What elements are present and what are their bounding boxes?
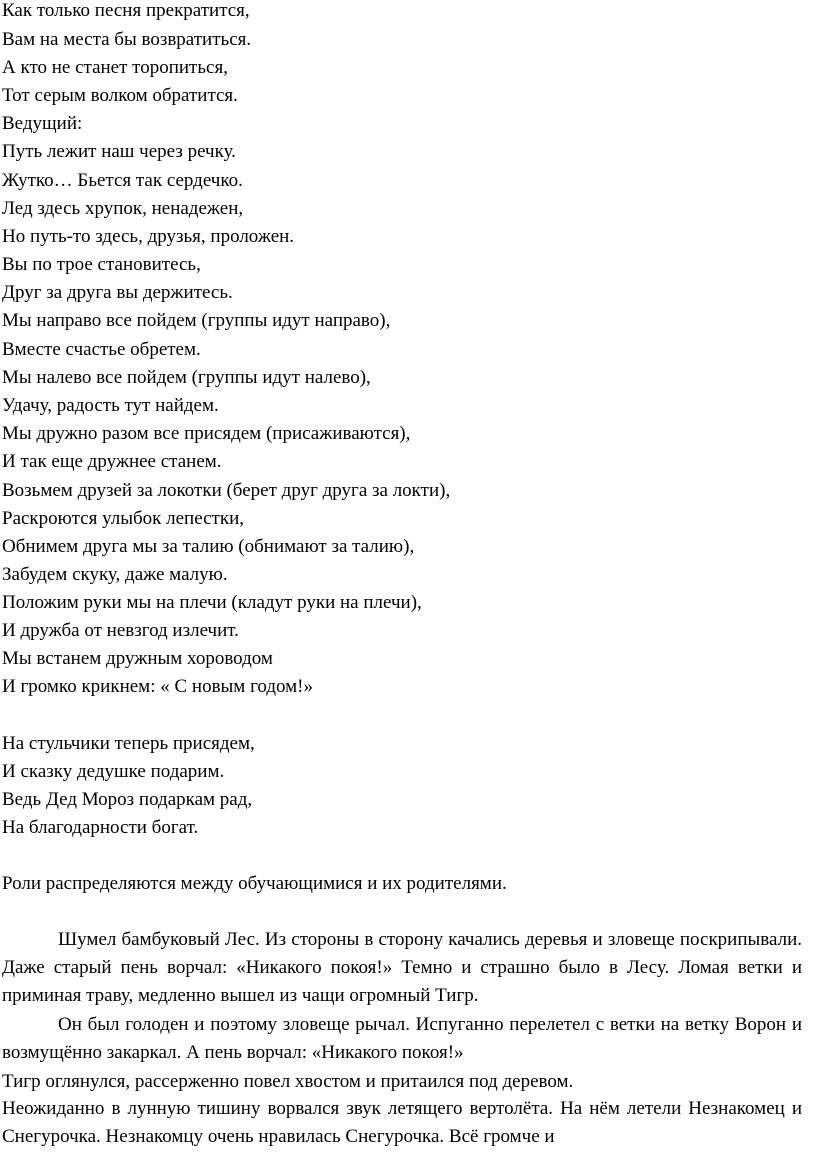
verse-line: И дружба от невзгод излечит.: [2, 620, 239, 641]
verse-line: Забудем скуку, даже малую.: [2, 564, 228, 585]
story-paragraph: Неожиданно в лунную тишину ворвался звук летящего вертолёта. На нём летели Незнакомец и Снегурочка. Незнакомцу очень нравилась Снегурочка. Всё громче и: [2, 1098, 802, 1148]
verse-line: А кто не станет торопиться,: [2, 57, 228, 78]
roles-note: Роли распределяются между обучающимися и их родителями.: [2, 873, 507, 894]
verse-line: Тот серым волком обратится.: [2, 85, 238, 106]
verse-line: Как только песня прекратится,: [2, 0, 250, 21]
verse-line: Вместе счастье обретем.: [2, 339, 201, 360]
verse-line: Жутко… Бьется так сердечко.: [2, 170, 243, 191]
verse-line: Вам на места бы возвратиться.: [2, 29, 252, 50]
verse-line: Лед здесь хрупок, ненадежен,: [2, 198, 244, 219]
verse-line: Возьмем друзей за локотки (берет друг друга за локти),: [2, 480, 451, 501]
verse-line: И громко крикнем: « С новым годом!»: [2, 676, 314, 697]
verse-line: На стульчики теперь присядем,: [2, 733, 255, 754]
verse-line: И так еще дружнее станем.: [2, 451, 222, 472]
verse-line: Мы встанем дружным хороводом: [2, 648, 273, 669]
verse-line: Но путь-то здесь, друзья, проложен.: [2, 226, 295, 247]
verse-line: На благодарности богат.: [2, 817, 199, 838]
verse-line: Раскроются улыбок лепестки,: [2, 508, 244, 529]
story-paragraph: Он был голоден и поэтому зловеще рычал. Испуганно перелетел с ветки на ветку Ворон и возмущённо закаркал. А пень ворчал: «Никакого покоя!»: [2, 1014, 802, 1064]
story-paragraph: Шумел бамбуковый Лес. Из стороны в сторону качались деревья и зловеще поскрипывали. Даже старый пень ворчал: «Никакого покоя!» Темно и страшно было в Лесу. Ломая ветки и приминая траву, медленно вышел из чащи огромный Тигр.: [2, 929, 802, 1007]
verse-line: И сказку дедушке подарим.: [2, 761, 225, 782]
speaker-label: Ведущий:: [2, 113, 83, 134]
verse-line: Положим руки мы на плечи (кладут руки на плечи),: [2, 592, 422, 613]
verse-line: Ведь Дед Мороз подаркам рад,: [2, 789, 253, 810]
verse-line: Путь лежит наш через речку.: [2, 141, 236, 162]
verse-line: Друг за друга вы держитесь.: [2, 282, 233, 303]
story-line: Тигр оглянулся, рассерженно повел хвостом и притаился под деревом.: [2, 1071, 574, 1092]
verse-line: Удачу, радость тут найдем.: [2, 395, 219, 416]
verse-line: Обнимем друга мы за талию (обнимают за талию),: [2, 536, 415, 557]
verse-line: Мы налево все пойдем (группы идут налево),: [2, 367, 371, 388]
verse-line: Мы направо все пойдем (группы идут направо),: [2, 310, 391, 331]
verse-line: Вы по трое становитесь,: [2, 254, 201, 275]
verse-line: Мы дружно разом все присядем (присаживаются),: [2, 423, 411, 444]
